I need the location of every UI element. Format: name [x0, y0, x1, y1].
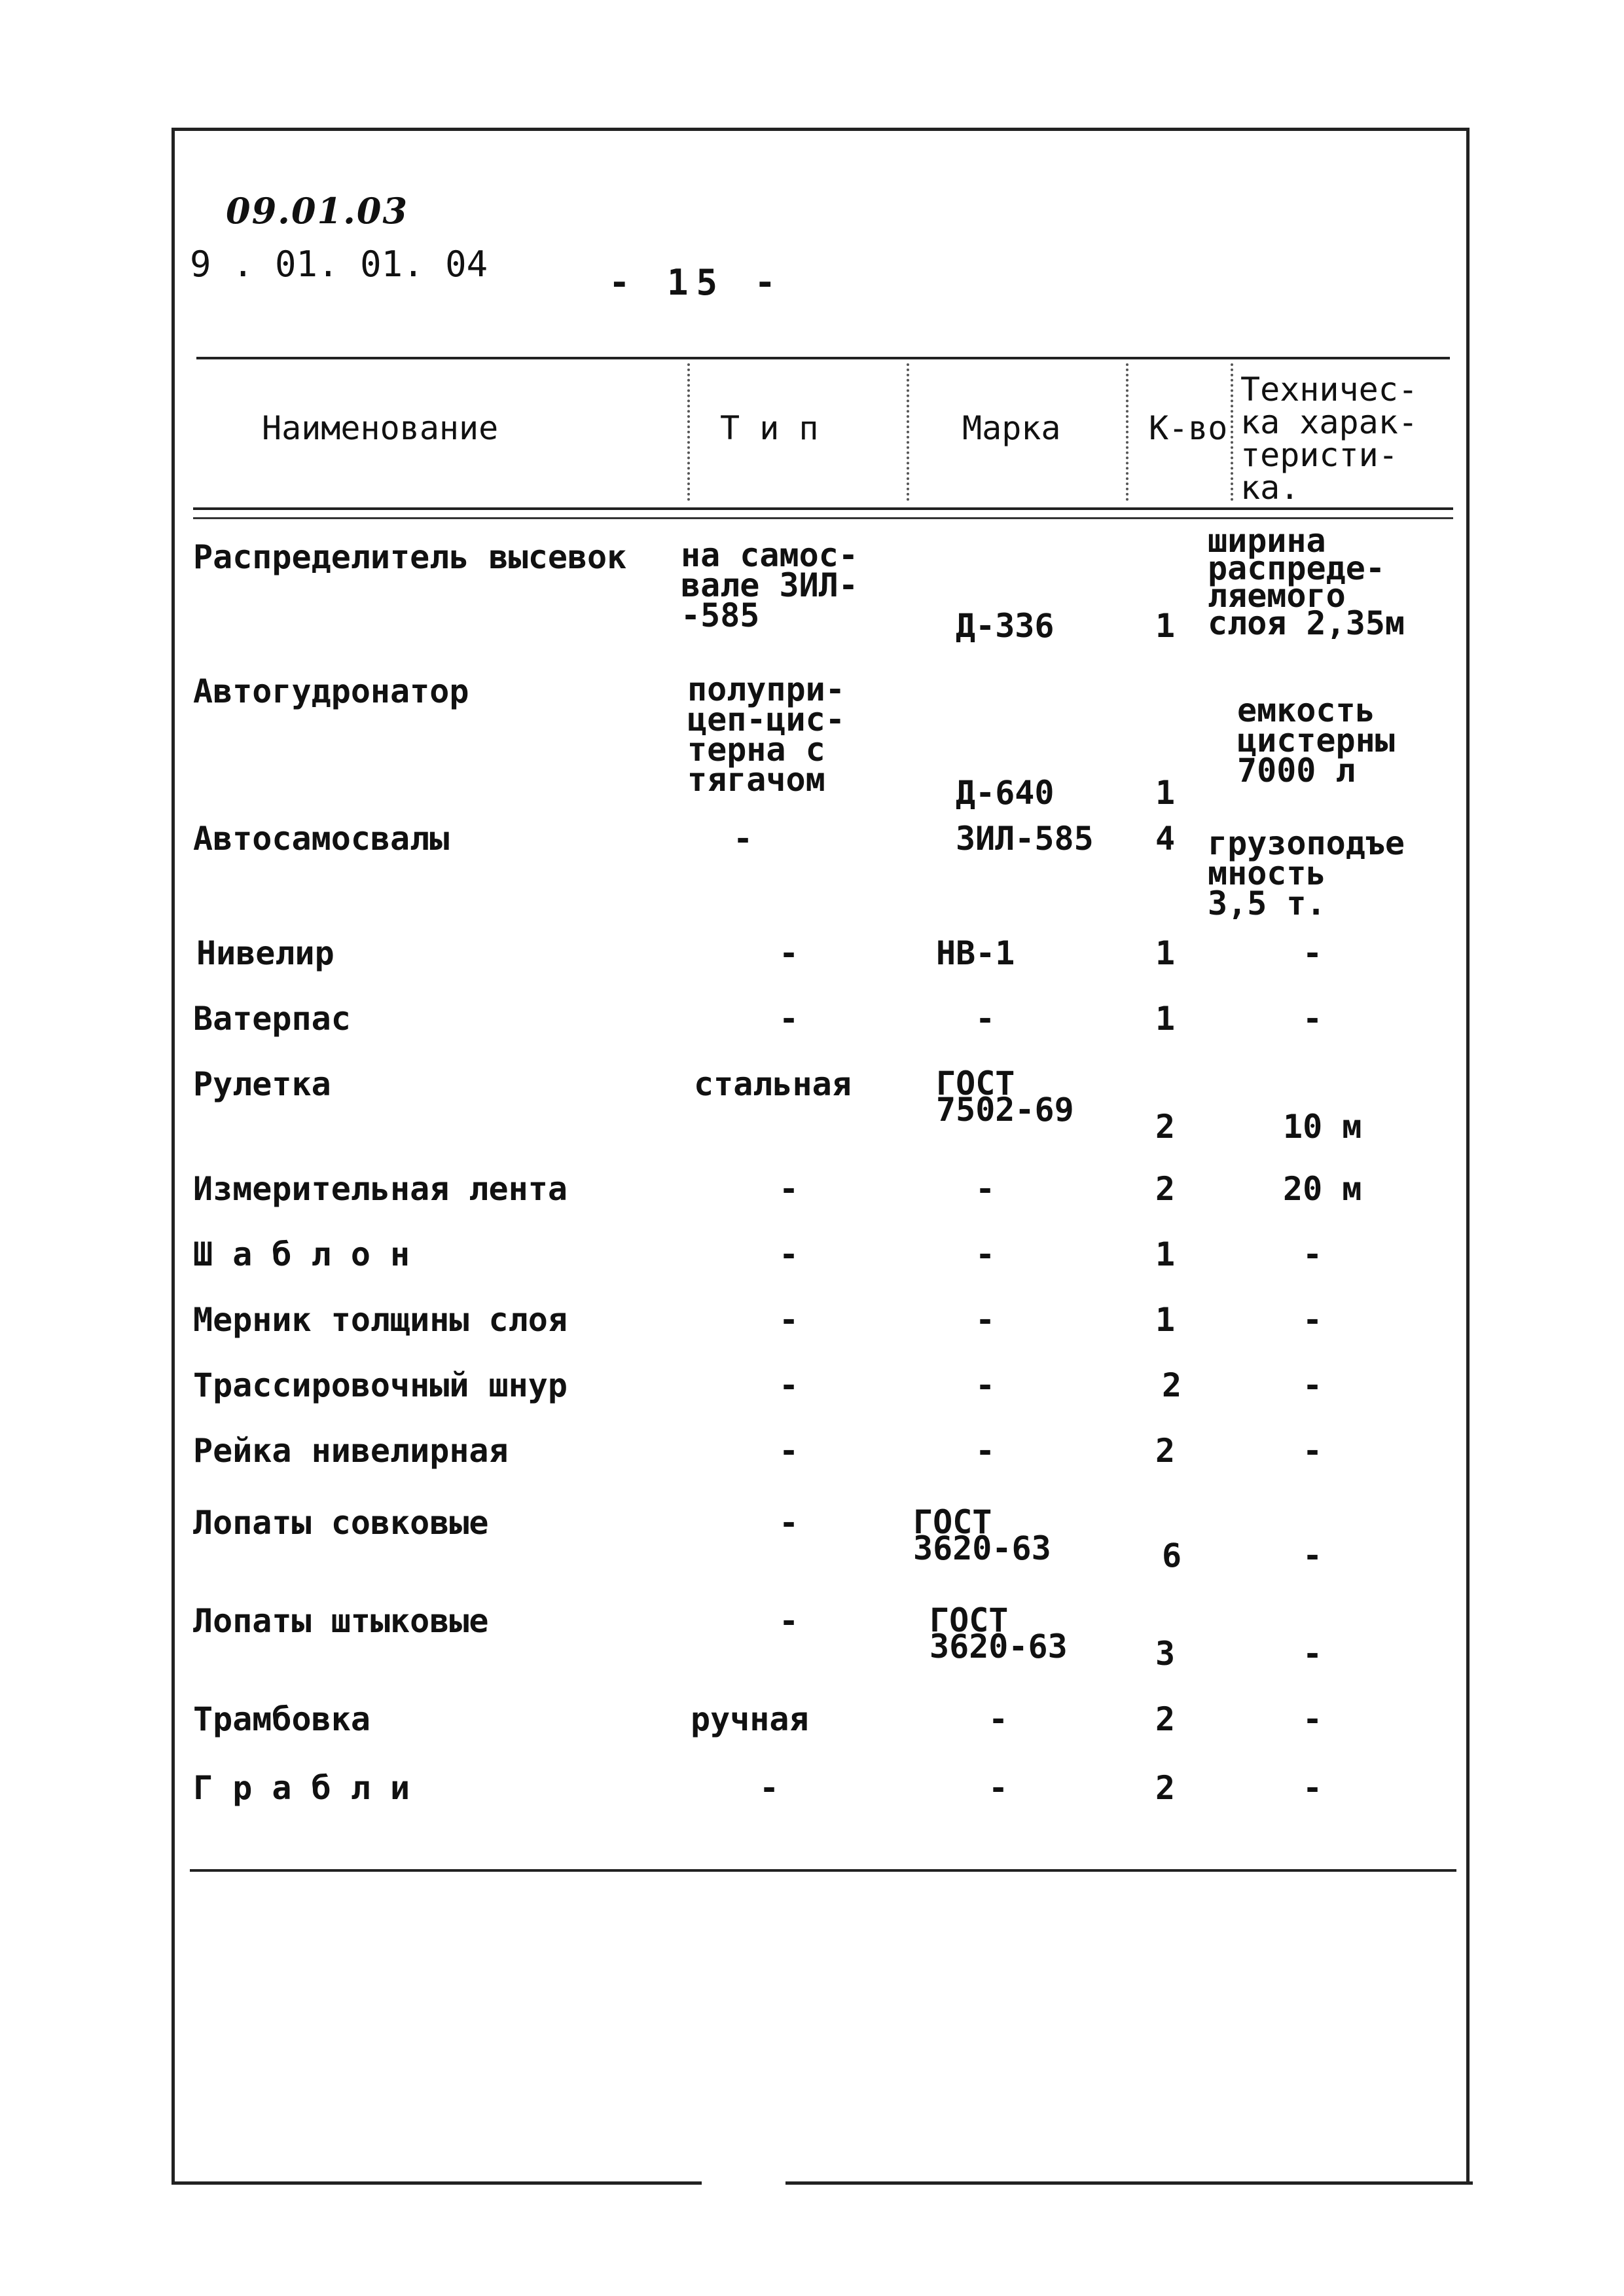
row-type: -	[779, 934, 799, 972]
row-spec: грузоподъе мность 3,5 т.	[1208, 824, 1405, 922]
row-brand: Д-336	[956, 607, 1055, 645]
row-qty: 2	[1155, 1700, 1176, 1738]
row-brand: -	[988, 1769, 1009, 1807]
row-qty: 1	[1155, 607, 1176, 645]
row-brand: -	[988, 1700, 1009, 1738]
page-number: - 15 -	[609, 262, 784, 303]
row-spec: емкость цистерны 7000 л	[1237, 691, 1395, 790]
row-qty: 1	[1155, 774, 1176, 812]
row-name: Рейка нивелирная	[193, 1432, 509, 1470]
frame-bottom-left	[171, 2181, 702, 2185]
row-qty: 2	[1155, 1170, 1176, 1208]
row-spec: -	[1303, 1432, 1323, 1470]
frame-bottom-right	[785, 2181, 1473, 2185]
row-qty: 2	[1162, 1366, 1182, 1404]
row-name: Г р а б л и	[193, 1769, 410, 1807]
row-spec: -	[1303, 1301, 1323, 1339]
header-rule-2	[193, 517, 1453, 519]
header-qty: К-во	[1149, 409, 1228, 447]
col-separator	[1126, 363, 1128, 501]
row-type: -	[779, 1602, 799, 1640]
row-name: Лопаты штыковые	[193, 1602, 489, 1640]
row-spec: -	[1303, 1000, 1323, 1038]
header-name: Наименование	[262, 409, 499, 447]
row-brand: ГОСТ 7502-69	[936, 1065, 1074, 1129]
row-spec: -	[1303, 1769, 1323, 1807]
row-type: -	[779, 1235, 799, 1273]
row-spec: -	[1303, 1700, 1323, 1738]
col-separator	[687, 363, 690, 501]
row-spec: 20 м	[1283, 1170, 1362, 1208]
row-name: Рулетка	[193, 1065, 331, 1103]
row-name: Ш а б л о н	[193, 1235, 410, 1273]
row-qty: 1	[1155, 934, 1176, 972]
row-qty: 4	[1155, 820, 1176, 858]
row-name: Трамбовка	[193, 1700, 370, 1738]
row-name: Распределитель высевок	[193, 538, 627, 576]
row-qty: 3	[1155, 1635, 1176, 1673]
row-qty: 1	[1155, 1301, 1176, 1339]
table-bottom-rule	[190, 1869, 1456, 1872]
row-type: -	[779, 1366, 799, 1404]
row-qty: 2	[1155, 1769, 1176, 1807]
row-brand: ГОСТ 3620-63	[913, 1503, 1051, 1567]
handwritten-code: 09.01.03	[226, 190, 409, 232]
row-name: Трассировочный шнур	[193, 1366, 568, 1404]
row-type: -	[779, 1432, 799, 1470]
row-name: Лопаты совковые	[193, 1504, 489, 1542]
row-spec: ширина распреде- ляемого слоя 2,35м	[1208, 522, 1405, 642]
row-name: Автосамосвалы	[193, 820, 450, 858]
row-qty: 2	[1155, 1108, 1176, 1146]
row-spec: -	[1303, 1366, 1323, 1404]
row-name: Нивелир	[196, 934, 334, 972]
row-brand: ЗИЛ-585	[956, 820, 1094, 858]
row-type: ручная	[691, 1700, 809, 1738]
row-spec: -	[1303, 934, 1323, 972]
header-brand: Марка	[962, 409, 1061, 447]
row-type: -	[779, 1504, 799, 1542]
row-brand: -	[975, 1235, 996, 1273]
document-code: 9 . 01. 01. 04	[190, 244, 488, 285]
row-type: -	[759, 1769, 780, 1807]
row-brand: ГОСТ 3620-63	[929, 1601, 1068, 1666]
row-type: -	[779, 1170, 799, 1208]
row-type: полупри- цеп-цис- терна с тягачом	[687, 670, 845, 799]
row-name: Мерник толщины слоя	[193, 1301, 568, 1339]
row-brand: -	[975, 1301, 996, 1339]
row-brand: -	[975, 1432, 996, 1470]
row-qty: 1	[1155, 1000, 1176, 1038]
row-qty: 6	[1162, 1537, 1182, 1575]
row-qty: 2	[1155, 1432, 1176, 1470]
row-type: -	[779, 1301, 799, 1339]
header-spec: Техничес- ка харак- теристи- ка.	[1240, 371, 1418, 507]
table-top-rule	[196, 357, 1450, 359]
header-type: Т и п	[720, 409, 819, 447]
row-brand: -	[975, 1366, 996, 1404]
row-type: -	[779, 1000, 799, 1038]
row-name: Автогудронатор	[193, 672, 469, 710]
row-spec: 10 м	[1283, 1108, 1362, 1146]
row-type: -	[733, 820, 753, 858]
row-spec: -	[1303, 1235, 1323, 1273]
row-type: стальная	[694, 1065, 852, 1103]
row-name: Ватерпас	[193, 1000, 351, 1038]
row-spec: -	[1303, 1635, 1323, 1673]
row-brand: Д-640	[956, 774, 1055, 812]
header-rule-1	[193, 507, 1453, 510]
row-qty: 1	[1155, 1235, 1176, 1273]
row-brand: -	[975, 1170, 996, 1208]
row-name: Измерительная лента	[193, 1170, 568, 1208]
col-separator	[907, 363, 909, 501]
row-spec: -	[1303, 1537, 1323, 1575]
row-brand: -	[975, 1000, 996, 1038]
row-type: на самос- вале ЗИЛ- -585	[681, 536, 858, 634]
row-brand: НВ-1	[936, 934, 1015, 972]
col-separator	[1231, 363, 1233, 501]
